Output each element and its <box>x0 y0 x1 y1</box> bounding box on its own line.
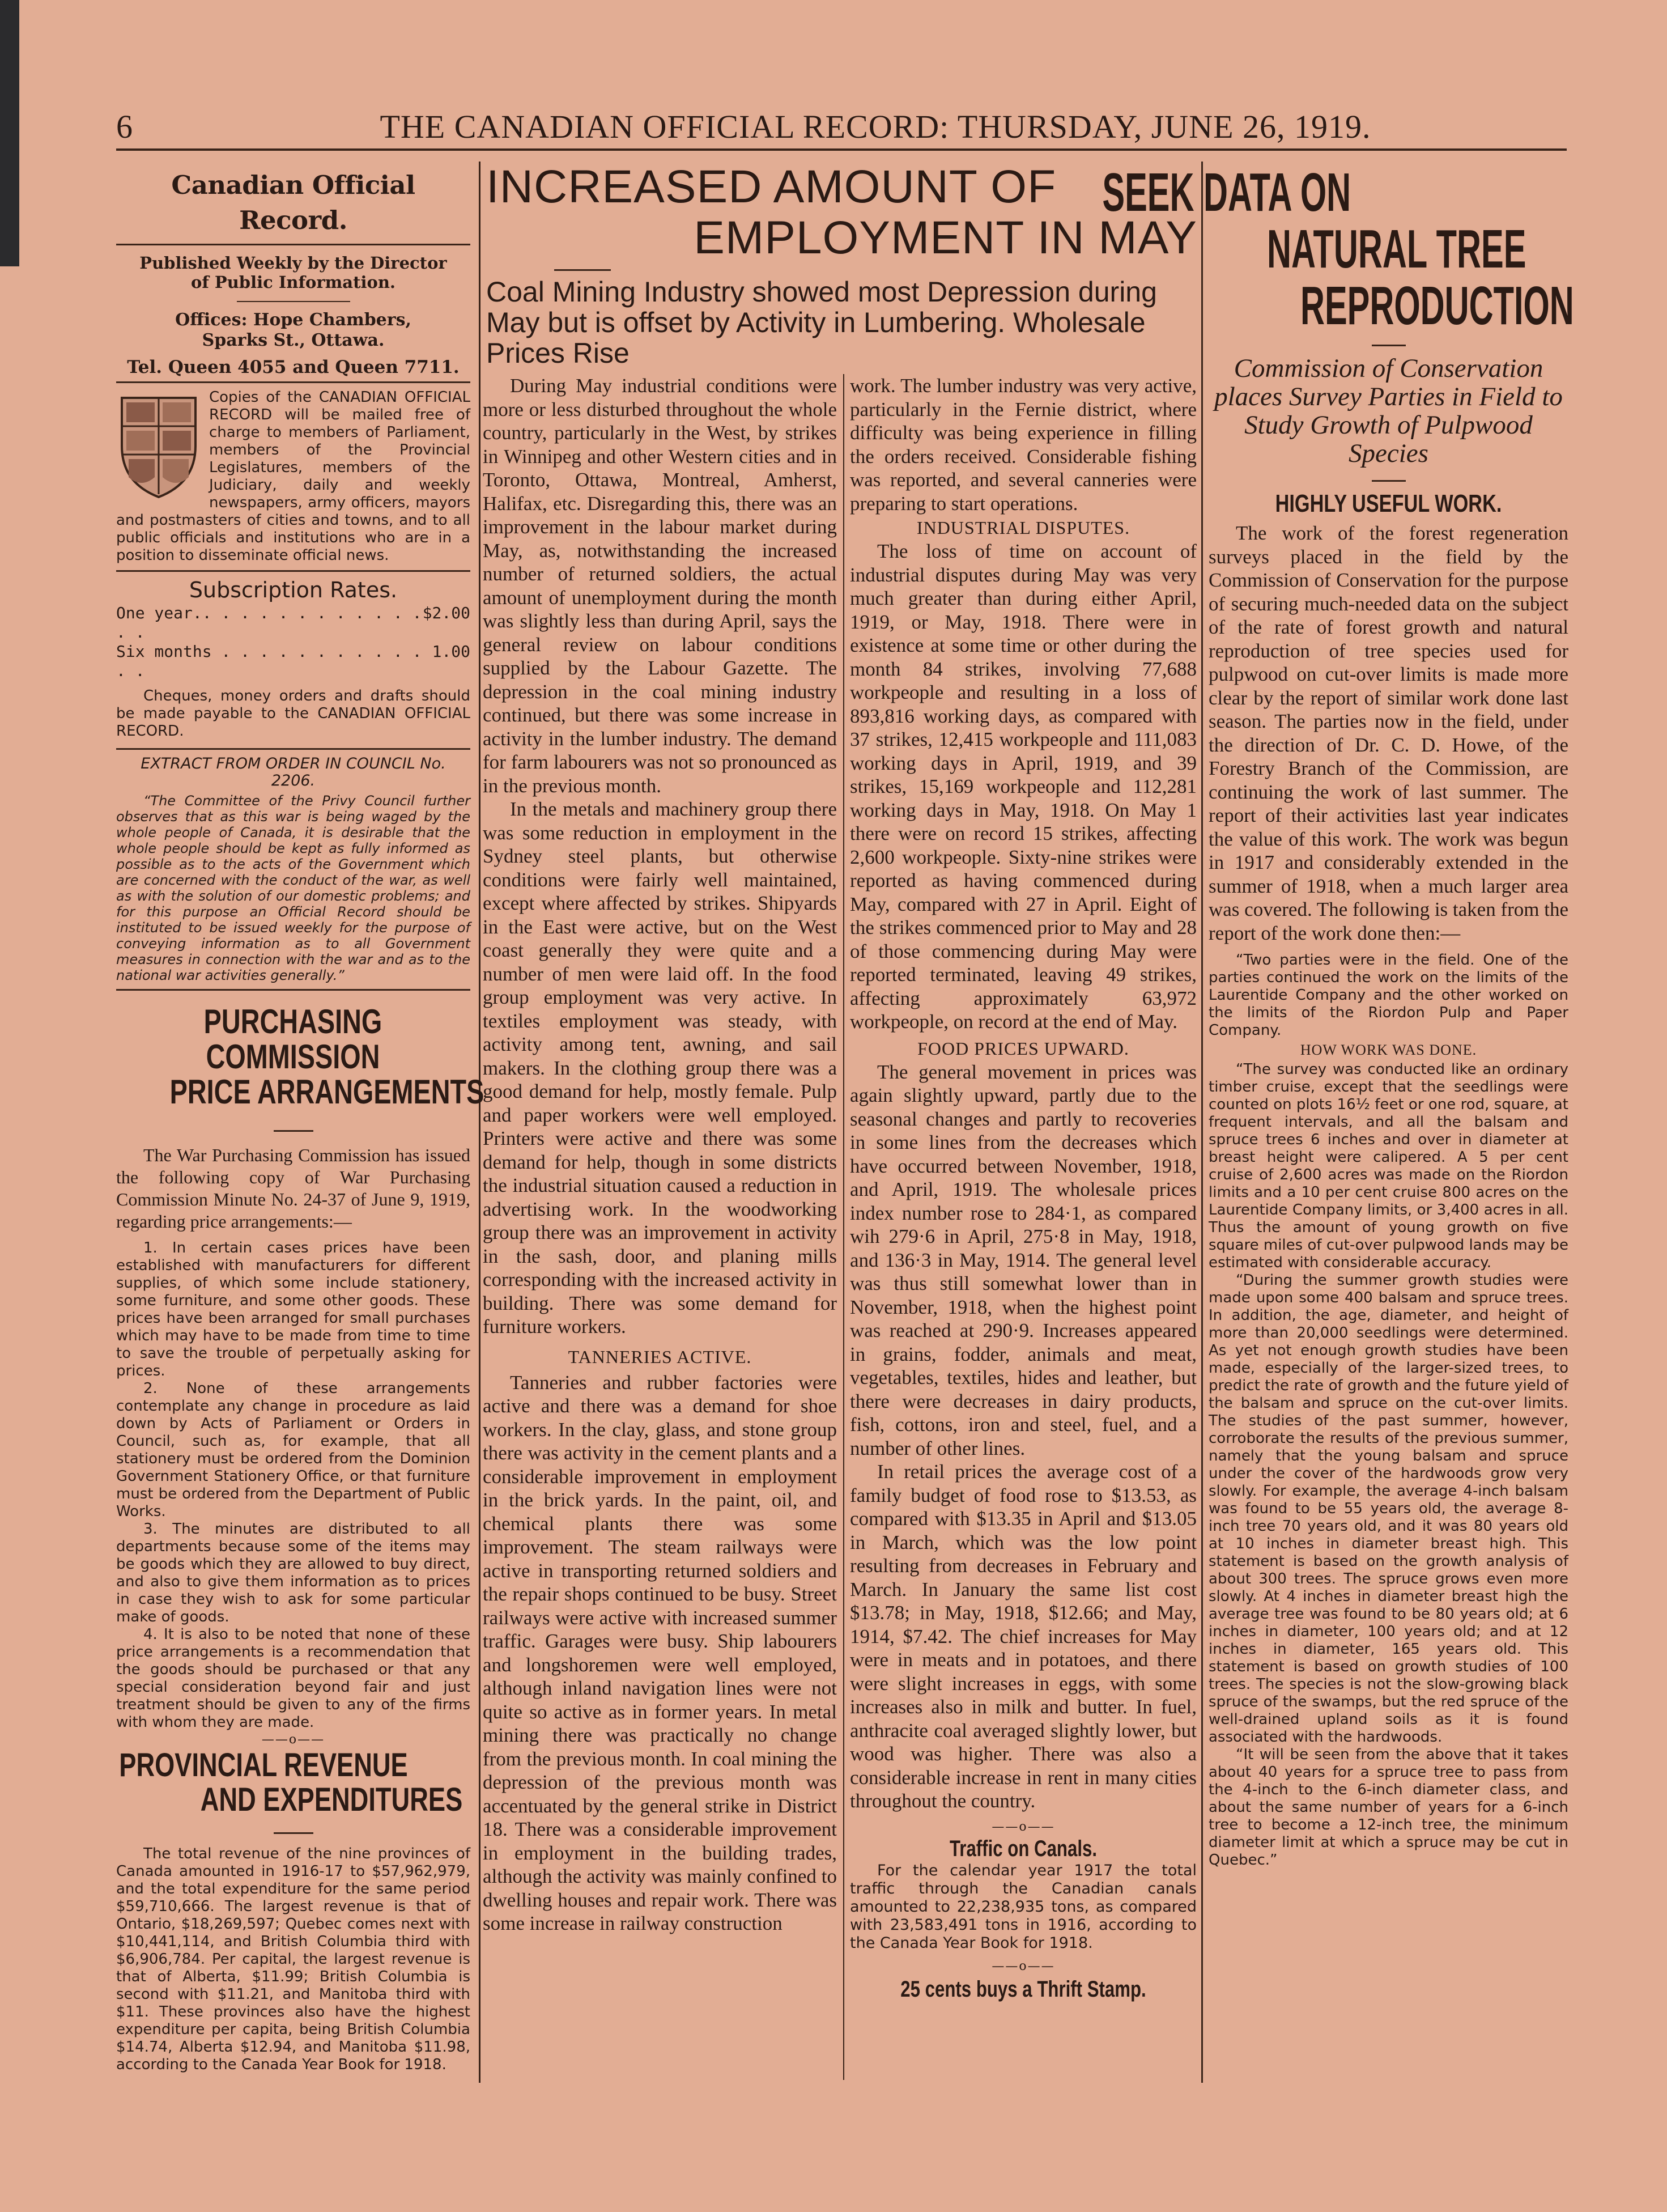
header-rule <box>116 148 1567 151</box>
rate-year-value: $2.00 <box>422 604 470 622</box>
tree-headline-1: SEEK DATA ON <box>1102 162 1351 223</box>
employment-deck: Coal Mining Industry showed most Depression during May but is offset by Activity in Lumbering. Wholesale Prices Rise <box>486 276 1157 369</box>
tree-quote-2: “The survey was conducted like an ordinary timber cruise, except that the seedlings were counted on plots 16½ feet or one rod, square, at frequent intervals, and all the balsam and spruce trees 6 inches and over in diameter at breast height were calipered. A 5 per cent cruise of 2,600 acres was made on the Riordon limits and a 10 per cent cruise 800 acres on the Laurentide Company limits, or 3,400 acres in all. Thus the amount of young growth on five square miles of cut-over pulpwood lands may be estimated with considerable accuracy. <box>1209 1061 1568 1271</box>
employment-para-1: During May industrial conditions were more or less disturbed throughout the whole country, particularly in the West, by strikes in Winnipeg and other Western cities and in Toronto, Ottawa, Montreal, Amherst, Halifax, etc. Disregarding this, there was an improvement in the labour market during May, as, notwithstanding the increased number of returned soldiers, the actual amount of unemployment during the month was slightly less than during April, says the general review on labour conditions supplied by the Labour Gazette. The depression in the coal mining industry continued, but there was some increase in activity in the lumber industry. The demand for farm labourers was not so pronounced as in the previous month. <box>483 375 837 797</box>
masthead-title: Canadian Official Record. <box>171 170 415 235</box>
provincial-text: The total revenue of the nine provinces of Canada amounted in 1916-17 to $57,962,979, and the total expenditure for the same period $59,710,666. The largest revenue is that of Ontario, $18,269,597; Quebec comes next with $10,441,114, and British Columbia third with $6,906,784. Per capital, the largest revenue is that of Alberta, $11.99; British Columbia is second with $11.21, and Manitoba third with $11. These provinces also have the highest expenditure per capita, being British Columbia $14.74, Alberta $12.94, and Manitoba $11.98, according to the Canada Year Book for 1918. <box>116 1845 470 2073</box>
coat-of-arms-icon <box>116 392 201 500</box>
rate-year-row <box>116 604 470 642</box>
page-number: 6 <box>116 108 133 145</box>
food-prices-heading: FOOD PRICES UPWARD. <box>917 1038 1129 1059</box>
thrift-divider: ——o—— <box>992 1959 1055 1973</box>
tree-short-rule <box>1372 345 1406 346</box>
tree-headline-3: REPRODUCTION <box>1300 275 1574 336</box>
thrift-stamp-slogan: 25 cents buys a Thrift Stamp. <box>900 1976 1146 2002</box>
provincial-short-rule <box>274 1832 313 1834</box>
employment-headline-2: EMPLOYMENT IN MAY <box>694 212 1197 264</box>
tree-intro: The work of the forest regeneration surveys placed in the field by the Commission of Conservation for the purpose of securing much-needed data on the subject of the rate of forest growth and natural reproduction of tree species used for pulpwood on cut-over limits is made more clear by the report of similar work done last season. The parties now in the field, under the direction of Dr. C. D. Howe, of the Forestry Branch of the Commission, are continuing the work of last summer. The report of their activities last year indicates the value of this work. The work was begun in 1917 and considerably extended in the summer of 1918, when a much larger area was covered. The following is taken from the report of the work done then:— <box>1209 522 1569 944</box>
tree-quote-3: “During the summer growth studies were made upon some 400 balsam and spruce trees. In addition, the age, diameter, and height of more than 20,000 seedlings were determined. As yet not enough growth studies have been made, especially of the larger-sized trees, to predict the rate of growth and the future yield of the balsam and spruce on the cut-over limits. The studies of the past summer, however, corroborate the results of the previous summer, namely that the young balsam and spruce under the cover of the hardwoods grow very slowly. For example, the average 4-inch balsam was found to be 55 years old, the average 8-inch tree 70 years old, and it was 80 years old at 10 inches in diameter breast high. This statement is based on the growth analysis of about 300 trees. The spruce grows even more slowly. At 4 inches in diameter breast high the average tree was found to be 80 years old; at 6 inches in diameter, 100 years old; and at 12 inches in diameter, 165 years old. This statement is based on growth studies of 100 trees. The species is not the slow-growing black spruce of the swamps, but the red spruce of the well-drained upland soils as it is found associated with the hardwoods. <box>1209 1272 1568 1746</box>
extract-rule <box>116 748 470 750</box>
page-edge-shadow <box>0 0 19 266</box>
extract-text: “The Committee of the Privy Council further observes that as this war is being waged by the whole people of Canada, it is desirable that the whole people should be kept as fully informed as possible as to the acts of the Government which are concerned with the conduct of the war, as well as with the solution of our domestic problems; and for this purpose an Official Record should be instituted to be issued weekly for the purpose of conveying information as to all Government measures in connection with the war and as to the national war activities generally.” <box>116 793 470 983</box>
tree-deck: Commission of Conservation places Survey Parties in Field to Study Growth of Pulpwood Species <box>1214 354 1563 468</box>
purchasing-item-1: 1. In certain cases prices have been established with manufacturers for different supplies, of which some include stationery, some furniture, and some other goods. These prices have been arranged for small purchases which may have to be made from time to time to save the trouble of perpetually asking for prices. <box>116 1239 470 1379</box>
provincial-headline-1: PROVINCIAL REVENUE <box>119 1747 408 1784</box>
masthead-rule-2 <box>237 301 350 302</box>
purchasing-item-3: 3. The minutes are distributed to all departments because some of the items may be goods which they are allowed to buy direct, and also to give them information as to prices in case they wish to ask for some particular make of goods. <box>116 1521 470 1625</box>
tanneries-heading: TANNERIES ACTIVE. <box>568 1346 752 1367</box>
tree-sub-heading: HIGHLY USEFUL WORK. <box>1275 490 1502 517</box>
subscription-title: Subscription Rates. <box>189 578 398 602</box>
masthead-rule-3 <box>116 381 470 383</box>
food-prices-text-1: The general movement in prices was again slightly upward, partly due to the seasonal changes and partly to recoveries in some lines from the decreases which have occurred between November, 1918, and April, 1919. The wholesale prices index number rose to 284·1, as compared wih 279·6 in April, 275·8 in May, 1918, and 136·3 in May, 1914. The general level was thus still somewhat lower than in November, 1918, when the highest point was reached at 290·9. Increases appeared in grains, fodder, animals and meat, vegetables, textiles, hides and leather, but there were decreases in dairy products, fish, cottons, iron and steel, fuel, and a number of other lines. <box>850 1060 1197 1459</box>
tree-headline-2: NATURAL TREE <box>1267 219 1526 279</box>
provincial-headline-2: AND EXPENDITURES <box>200 1781 463 1818</box>
canals-divider: ——o—— <box>992 1819 1055 1834</box>
column-rule-2 <box>1201 162 1203 2083</box>
disputes-text: The loss of time on account of industrial disputes during May was very much greater than during either April, 1919, or May, 1918. There were in existence at some time or other during the month 84 strikes, involving 77,688 workpeople and resulting in a loss of 893,816 working days, as compared with 37 strikes, 12,415 workpeople and 111,083 working days in April, 1919, and 39 strikes, 15,169 workpeople and 112,281 working days in May, 1918. On May 1 there were on record 15 strikes, affecting 2,600 workpeople. Sixty-nine strikes were reported as having commenced during May, compared with 27 in April. Eight of the strikes commenced prior to May and 28 of those commencing during May were reported terminated, leaving 49 strikes, affecting approximately 63,972 workpeople, on record at the end of May. <box>850 540 1197 1033</box>
left-column <box>116 164 484 2074</box>
masthead-copies <box>116 389 470 564</box>
purchasing-intro: The War Purchasing Commission has issued the following copy of War Purchasing Commission Minute No. 24-37 of June 9, 1919, regarding price arrangements:— <box>116 1145 470 1232</box>
rate-six-label: Six months . . . . . . . . . . . . . <box>116 642 422 680</box>
rate-year-label: One year.. . . . . . . . . . . . . . <box>116 604 422 642</box>
subscription-rule <box>116 570 470 572</box>
purchasing-headline-2: PRICE ARRANGEMENTS <box>169 1073 484 1111</box>
employment-col-1 <box>483 374 837 1935</box>
newspaper-title: THE CANADIAN OFFICIAL RECORD: THURSDAY, JUNE 26, 1919. <box>380 108 1371 145</box>
canals-heading: Traffic on Canals. <box>949 1836 1098 1861</box>
employment-inner-rule <box>843 374 844 2080</box>
tanneries-text: Tanneries and rubber factories were active and there was a demand for shoe workers. In the clay, glass, and stone group there was activity in the cement plants and a considerable improvement in employment in the brick yards. In the paint, oil, and chemical plants there was some improvement. The steam railways were active in transporting returned soldiers and the repair shops continued to be busy. Street railways were active with increased summer traffic. Garages were busy. Ship labourers and longshoremen were well employed, although inland navigation lines were not quite so active as in former years. In metal mining there was practically no change from the previous month. In coal mining the depression of the previous month was accentuated by the general strike in District 18. There was a considerable improvement in employment in the building trades, although the activity was mainly confined to dwelling houses and repair work. There was some increase in railway construction <box>483 1371 837 1934</box>
extract-rule-2 <box>116 989 470 991</box>
employment-col-2 <box>850 374 1197 2003</box>
purchasing-divider: ——o—— <box>261 1733 325 1747</box>
disputes-heading: INDUSTRIAL DISPUTES. <box>916 517 1130 538</box>
purchasing-short-rule <box>274 1130 313 1132</box>
employment-para-2: In the metals and machinery group there was some reduction in employment in the Sydney steel plants, but otherwise conditions were fairly well maintained, except where affected by strikes. Shipyards in the East were active, but on the West coast generally they were quite and a number of men were laid off. In the food group employment was very active. In textiles employment was steady, with activity among tent, awning, and sail makers. In the clothing group there was a good demand for help, mostly female. Pulp and paper workers were well employed. Printers were active and there was some demand for help, though in some districts the industrial situation caused a reduction in advertising work. In the woodworking group there was an improvement in activity in the sash, door, and planing mills corresponding with the increased activity in building. There was some demand for furniture workers. <box>483 798 837 1338</box>
masthead-tel: Tel. Queen 4055 and Queen 7711. <box>127 357 460 377</box>
employment-col2-top: work. The lumber industry was very active, particularly in the Fernie district, where difficulty was being experience in filling the orders received. Considerable fishing was reported, and several canneries were preparing to start operations. <box>850 375 1197 515</box>
masthead-copies-text: Copies of the CANADIAN OFFICIAL RECORD will be mailed free of charge to members of Parliament, members of the Provincial Legislatures, members of the Judiciary, daily and weekly newspapers, army officers, mayors and postmasters of cities and towns, and to all public officials and institutions who are in a position to disseminate official news. <box>116 389 470 564</box>
food-prices-text-2: In retail prices the average cost of a family budget of food rose to $13.53, as compared with $13.35 in April and $13.05 in March, which was the low point resulting from decreases in February and March. In January the same list cost $13.78; in May, 1918, $12.66; and May, 1914, $7.42. The chief increases for May were in meats and in potatoes, and there were slight increases in eggs, with some increases also in milk and butter. In fuel, anthracite coal averaged slightly lower, but wood was higher. There was also a considerable increase in rent in many cities throughout the country. <box>850 1460 1197 1812</box>
employment-headline-1: INCREASED AMOUNT OF <box>486 161 1057 213</box>
tree-column <box>1102 162 1574 1869</box>
purchasing-headline-1: PURCHASING COMMISSION <box>203 1003 382 1076</box>
employment-short-rule <box>554 269 611 271</box>
masthead-published: Published Weekly by the Director of Public Information. <box>139 253 447 292</box>
masthead-offices: Offices: Hope Chambers, Sparks St., Ottawa. <box>175 310 411 350</box>
page-header <box>116 107 1567 146</box>
tree-quote-4: “It will be seen from the above that it takes about 40 years for a spruce tree to pass from the 4-inch to the 6-inch diameter class, and about the same number of years for a 6-inch tree to become a 12-inch tree, the minimum diameter limit at which a spruce may be cut in Quebec.” <box>1209 1746 1568 1869</box>
how-work-heading: HOW WORK WAS DONE. <box>1300 1042 1477 1058</box>
extract-title: EXTRACT FROM ORDER IN COUNCIL No. 2206. <box>141 755 446 789</box>
rate-six-row <box>116 642 470 681</box>
rate-six-value: 1.00 <box>432 642 470 661</box>
tree-short-rule-2 <box>1372 480 1406 482</box>
cheques-note: Cheques, money orders and drafts should be made payable to the CANADIAN OFFICIAL RECORD. <box>116 687 470 740</box>
tree-quote-1: “Two parties were in the field. One of the parties continued the work on the limits of the Laurentide Company and the other worked on the limits of the Riordon Pulp and Paper Company. <box>1209 952 1568 1039</box>
canals-text: For the calendar year 1917 the total traffic through the Canadian canals amounted to 22,238,935 tons, as compared with 23,583,491 tons in 1916, according to the Canada Year Book for 1918. <box>850 1861 1197 1952</box>
purchasing-item-2: 2. None of these arrangements contemplate any change in procedure as laid down by Acts of Parliament or Orders in Council, such as, for example, that all stationery must be ordered from the Dominion Government Stationery Office, or that furniture must be ordered from the Department of Public Works. <box>116 1380 470 1520</box>
purchasing-item-4: 4. It is also to be noted that none of these price arrangements is a recommendation that the goods should be purchased or that any special consideration beyond fair and just treatment should be given to any of the firms with whom they are made. <box>116 1626 470 1731</box>
masthead-rule <box>116 244 470 245</box>
